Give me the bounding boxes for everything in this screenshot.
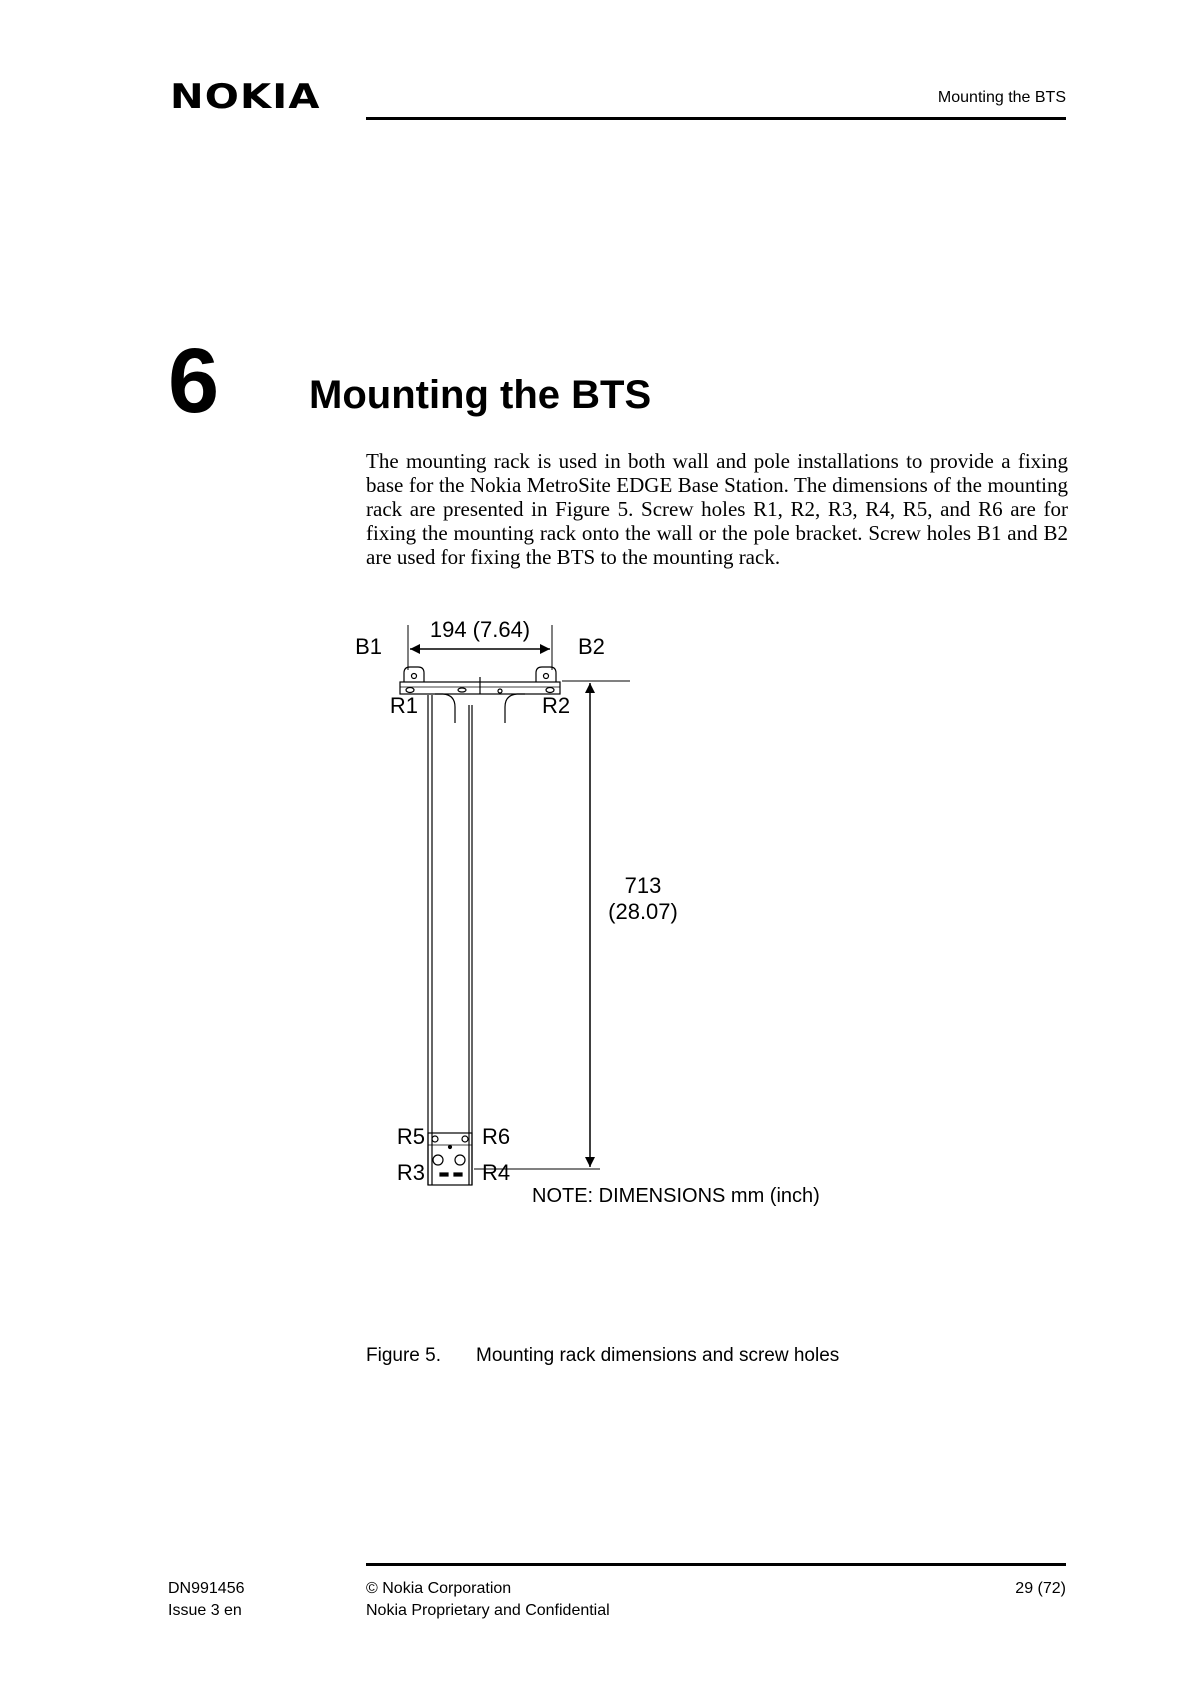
doc-id: DN991456 [168, 1580, 245, 1597]
width-dimension-label: 194 (7.64) [429, 617, 531, 642]
height-dimension-label-inch: (28.07) [608, 899, 678, 924]
rack-post [428, 695, 472, 1185]
height-dimension [474, 681, 678, 1169]
chapter-title: Mounting the BTS [309, 373, 652, 417]
chapter-number: 6 [168, 330, 220, 432]
label-r1: R1 [389, 693, 418, 718]
header-divider [366, 117, 1066, 120]
b1-hole [412, 674, 417, 679]
r6-hole [462, 1136, 468, 1142]
r5-hole [432, 1136, 438, 1142]
width-dimension [408, 617, 552, 670]
footer-legal [366, 1578, 610, 1622]
label-r6: R6 [482, 1124, 511, 1149]
footer-divider [366, 1563, 1066, 1566]
nokia-logo: NOKIA [170, 77, 321, 117]
label-b1: B1 [355, 634, 382, 659]
label-r3: R3 [396, 1160, 425, 1185]
label-r4: R4 [482, 1160, 511, 1185]
dimensions-note: NOTE: DIMENSIONS mm (inch) [532, 1185, 820, 1207]
running-header: Mounting the BTS [937, 89, 1066, 106]
issue: Issue 3 en [168, 1602, 242, 1619]
label-r2: R2 [542, 693, 571, 718]
body-paragraph: The mounting rack is used in both wall and pole installations to provide a fixing base for the Nokia MetroSite EDGE Base Station. The dimensions of the mounting rack are presented in Figure 5. Screw holes R1, R2, R3, R4, R5, and R6 are for fixing the mounting rack onto the wall or the pole bracket. Screw holes B1 and B2 are used for fixing the BTS to the mounting rack. [366, 449, 1068, 569]
label-b2: B2 [578, 634, 605, 659]
page-number: 29 (72) [1015, 1580, 1066, 1597]
confidentiality: Nokia Proprietary and Confidential [366, 1602, 610, 1619]
figure-caption-label: Figure 5. [366, 1345, 441, 1366]
r4-hole [455, 1155, 465, 1165]
height-dimension-label-mm: 713 [624, 873, 662, 898]
r3-hole [433, 1155, 443, 1165]
rack-top-bar [400, 667, 560, 723]
copyright: © Nokia Corporation [366, 1580, 512, 1597]
label-r5: R5 [396, 1124, 425, 1149]
mounting-rack-drawing [340, 615, 920, 1295]
mounting-rack-figure [340, 615, 920, 1295]
b2-hole [544, 674, 549, 679]
figure-caption-text: Mounting rack dimensions and screw holes [476, 1345, 840, 1366]
footer-doc-info [168, 1578, 245, 1622]
